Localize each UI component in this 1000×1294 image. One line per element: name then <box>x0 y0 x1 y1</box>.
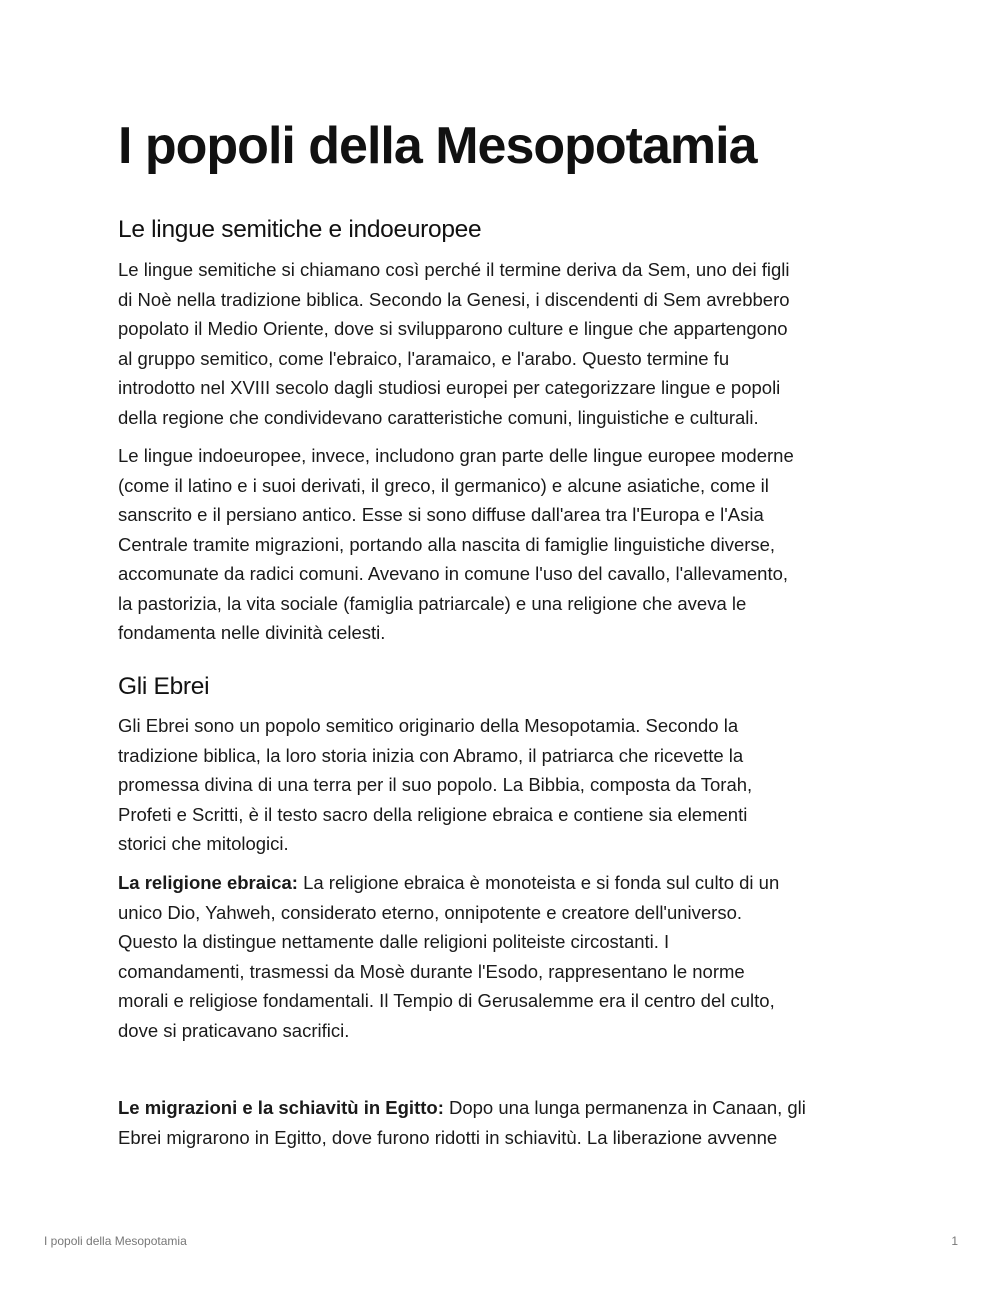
text-line: unico Dio, Yahweh, considerato eterno, onnipotente e creatore dell'universo. <box>118 901 743 923</box>
text-line: dove si praticavano sacrifici. <box>118 1019 350 1041</box>
text-line: Profeti e Scritti, è il testo sacro della religione ebraica e contiene sia elementi <box>118 803 748 825</box>
text-line: la pastorizia, la vita sociale (famiglia patriarcale) e una religione che aveva le <box>118 592 747 614</box>
text-line: promessa divina di una terra per il suo popolo. La Bibbia, composta da Torah, <box>118 774 753 795</box>
text-line: storici che mitologici. <box>118 833 289 854</box>
text-line: fondamenta nelle divinità celesti. <box>118 622 386 643</box>
paragraph-migrazioni-egitto <box>118 1093 888 1152</box>
text-line: sanscrito e il persiano antico. Esse si sono diffuse dall'area tra l'Europa e l'Asia <box>118 504 764 525</box>
text-run: Dopo una lunga permanenza in Canaan, gli <box>443 1097 806 1118</box>
paragraph-lead: La religione ebraica: <box>118 872 298 893</box>
document-title: I popoli della Mesopotamia <box>118 117 757 175</box>
text-line: al gruppo semitico, come l'ebraico, l'aramaico, e l'arabo. Questo termine fu <box>118 347 730 369</box>
text-line: comandamenti, trasmessi da Mosè durante l'Esodo, rappresentano le norme <box>118 960 745 982</box>
text-line: (come il latino e i suoi derivati, il greco, il germanico) e alcune asiatiche, come il <box>118 474 769 496</box>
text-line <box>118 868 888 898</box>
text-line <box>118 1093 888 1123</box>
footer-page-number: 1 <box>951 1234 958 1248</box>
text-line: Le lingue semitiche si chiamano così perché il termine deriva da Sem, uno dei figli <box>118 259 790 280</box>
paragraph-religione-ebraica <box>118 868 888 1045</box>
text-line: Centrale tramite migrazioni, portando alla nascita di famiglie linguistiche diverse, <box>118 533 776 555</box>
paragraph-lingue-indoeuropee <box>118 441 888 648</box>
text-line: Questo la distingue nettamente dalle religioni politeiste circostanti. I <box>118 931 670 952</box>
text-line: Gli Ebrei sono un popolo semitico originario della Mesopotamia. Secondo la <box>118 715 739 736</box>
footer-document-title: I popoli della Mesopotamia <box>44 1234 187 1248</box>
text-line: accomunate da radici comuni. Avevano in comune l'uso del cavallo, l'allevamento, <box>118 563 789 584</box>
paragraph-lead: Le migrazioni e la schiavitù in Egitto: <box>118 1097 444 1118</box>
text-line: Ebrei migrarono in Egitto, dove furono ridotti in schiavitù. La liberazione avvenne <box>118 1126 778 1148</box>
text-line: tradizione biblica, la loro storia inizia con Abramo, il patriarca che ricevette la <box>118 744 744 766</box>
section-heading-lingue: Le lingue semitiche e indoeuropee <box>118 216 482 243</box>
paragraph-lingue-semitiche <box>118 255 888 432</box>
text-line: morali e religiose fondamentali. Il Tempio di Gerusalemme era il centro del culto, <box>118 990 775 1011</box>
text-run: La religione ebraica è monoteista e si fonda sul culto di un <box>297 872 780 893</box>
text-line: popolato il Medio Oriente, dove si svilupparono culture e lingue che appartengono <box>118 318 788 339</box>
text-line: della regione che condividevano caratteristiche comuni, linguistiche e culturali. <box>118 406 759 428</box>
text-line: di Noè nella tradizione biblica. Secondo la Genesi, i discendenti di Sem avrebbero <box>118 288 790 310</box>
text-line: Le lingue indoeuropee, invece, includono gran parte delle lingue europee moderne <box>118 445 794 466</box>
paragraph-ebrei-intro <box>118 711 888 859</box>
text-line: introdotto nel XVIII secolo dagli studiosi europei per categorizzare lingue e popoli <box>118 377 781 398</box>
section-heading-ebrei: Gli Ebrei <box>118 673 210 700</box>
